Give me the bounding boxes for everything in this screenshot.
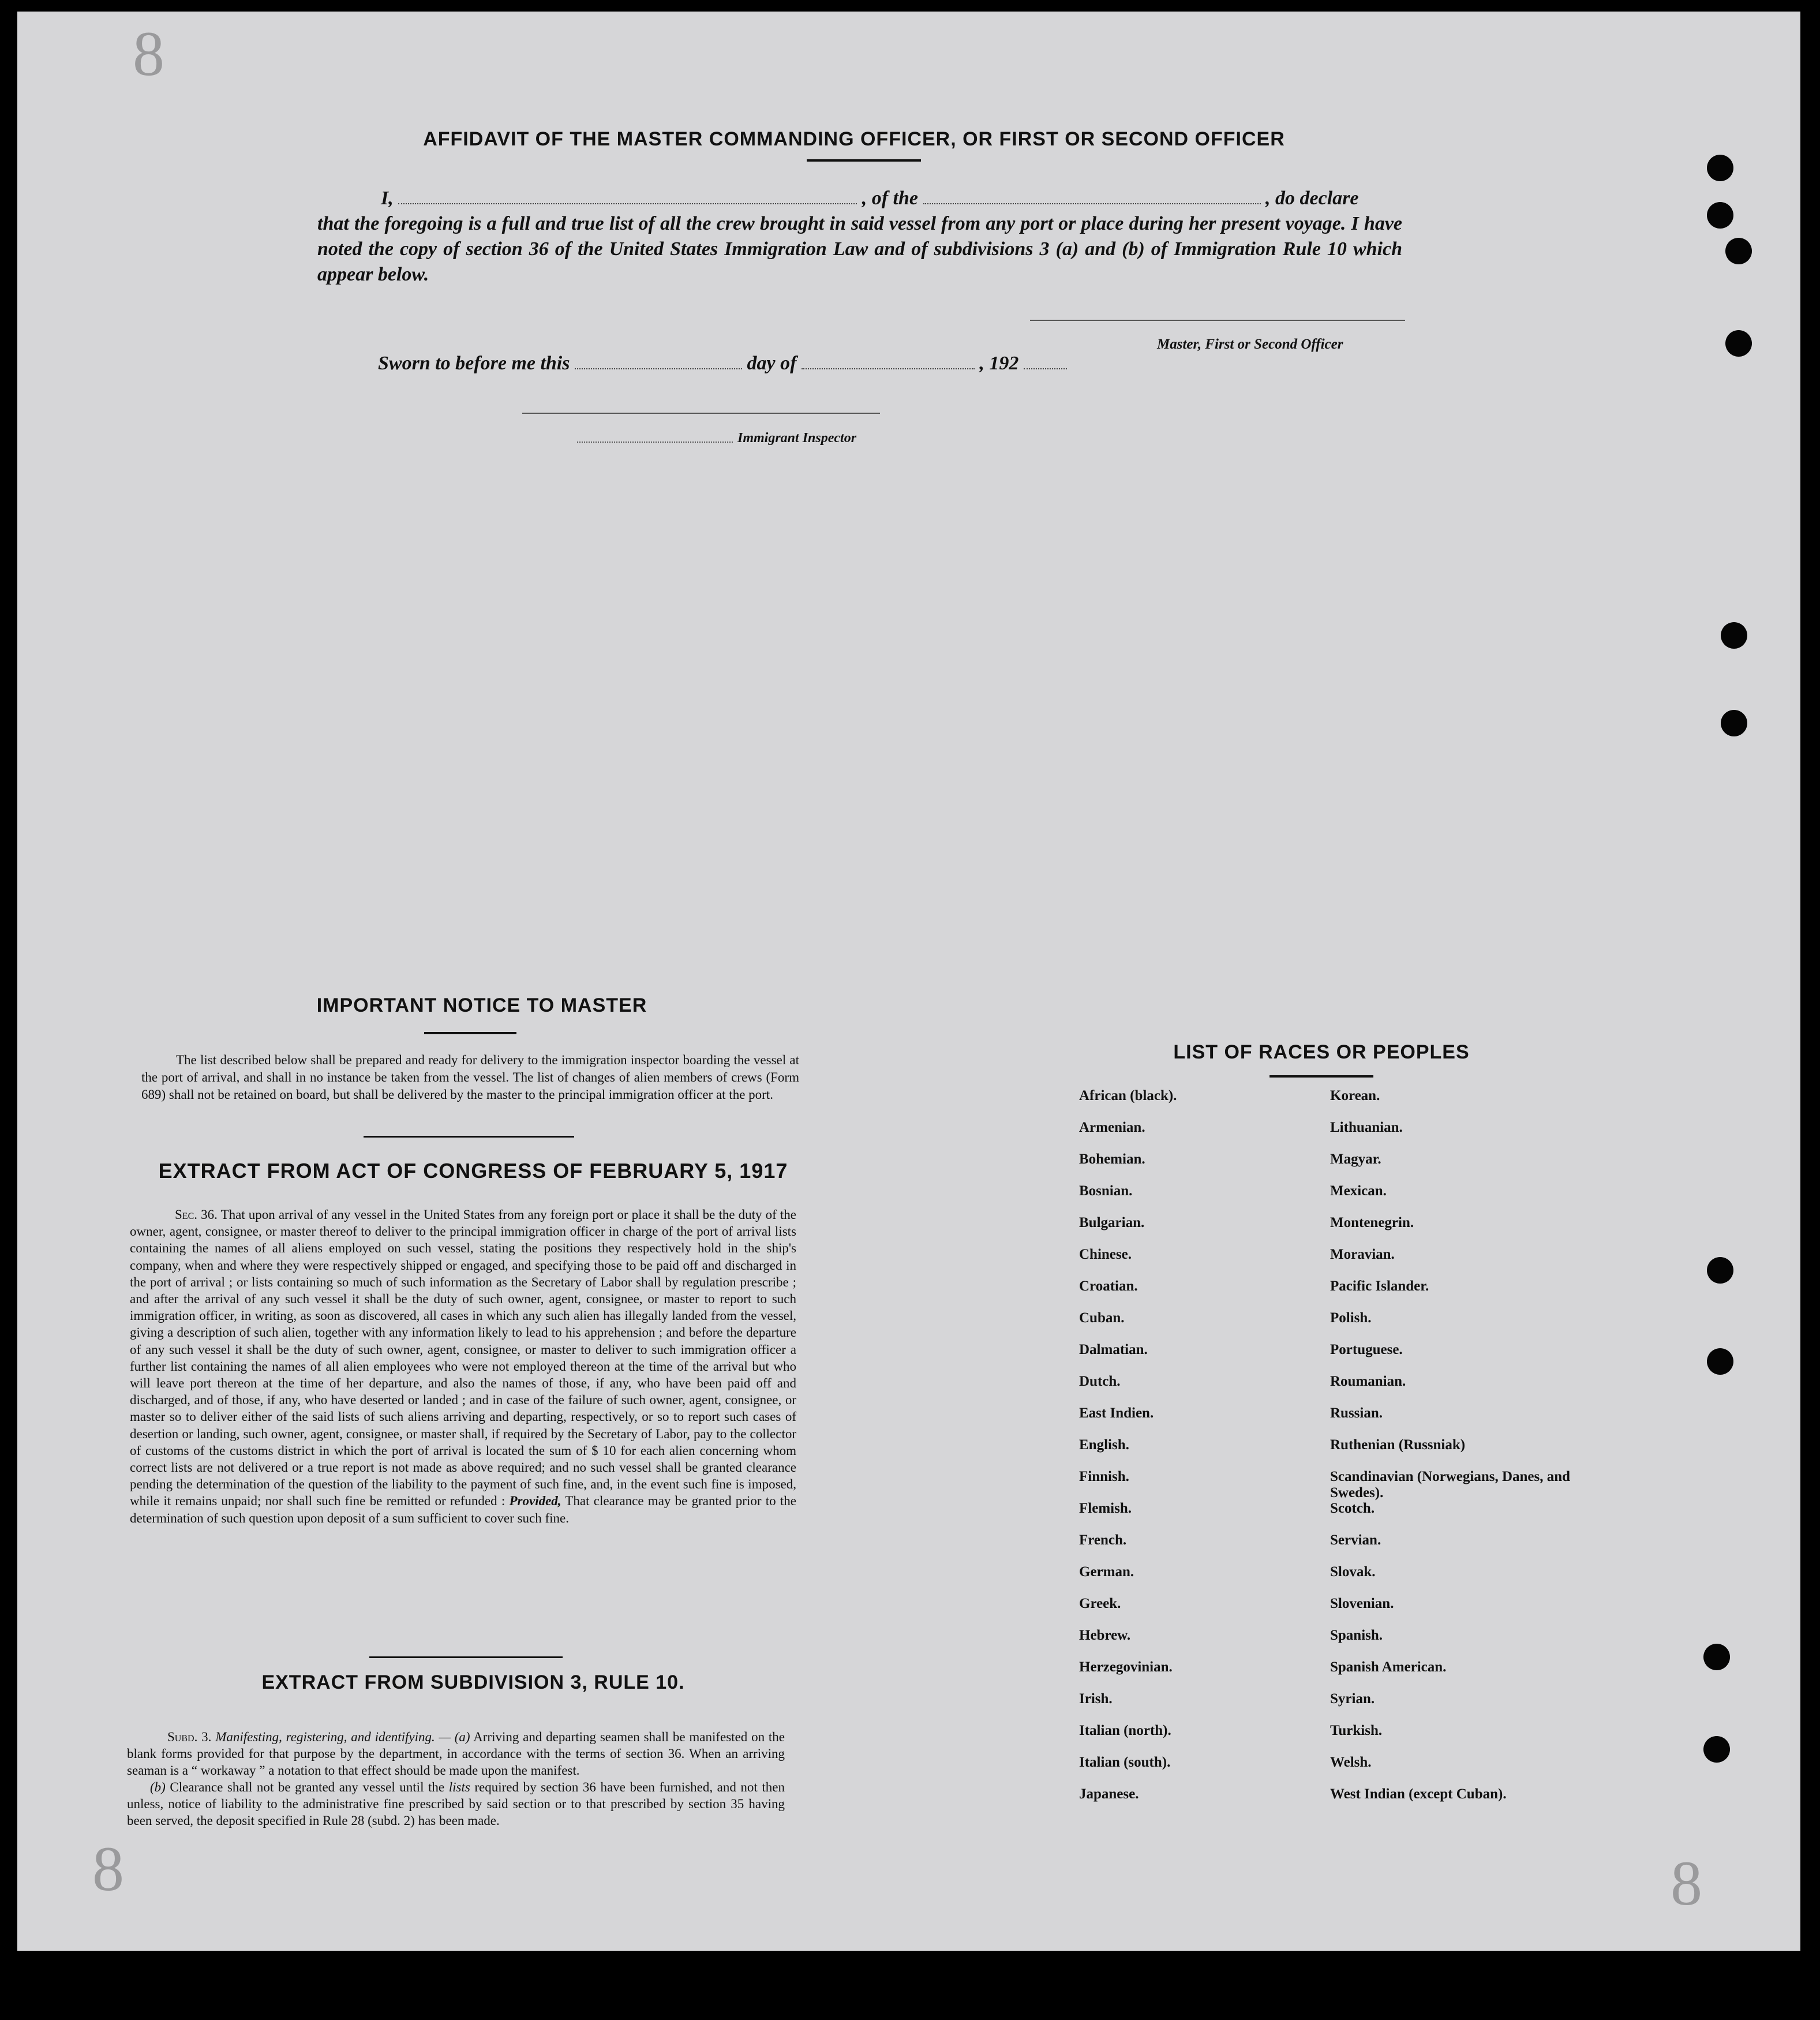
- section-text: That upon arrival of any vessel in the United States from any foreign port or place it shall be the duty of the owner, agent, consignee, or master thereof to deliver to the principal immigration officer in charge of the port of arrival lists containing the names of all aliens employed on such vessel, stating the positions they respectively hold in the ship's company, when and where they were respectively shipped or engaged, and specifying those to be paid off and discharged in the port of arrival ; or lists containing so much of such information as the Secretary of Labor shall by regulation prescribe ; and after the arrival of any such vessel it shall be the duty of such owner, agent, consignee, or master to report to such immigration officer, in writing, as soon as discovered, all cases in which any such alien has illegally landed from the vessel, giving a description of such alien, together with any information likely to lead to his apprehension ; and before the departure of any such vessel it shall be the duty of such owner, agent, consignee, or master to deliver to such immigration officer a further list containing the names of all alien employees who were not employed thereon at the time of the arrival but who will leave port thereon at the time of her departure, and also the names of those, if any, who have been paid off and discharged, and of those, if any, who have deserted or landed ; and in case of the failure of such owner, agent, consignee, or master so to deliver either of the said lists of such aliens arriving and departing, respectively, or so to report such cases of desertion or landing, such owner, agent, consignee, or master shall, if required by the Secretary of Labor, pay to the collector of customs of the customs district in which the port of arrival is located the sum of $ 10 for each alien concerning whom correct lists are not delivered or a true report is not made as above required; and no such vessel shall be granted clearance pending the determination of the question of the liability to the payment of such fine, and, in the event such fine is imposed, while it remains unpaid; nor shall such fine be remitted or refunded :: [130, 1207, 796, 1509]
- sworn-label: Sworn to before me this: [378, 353, 570, 374]
- binder-hole: [1721, 622, 1747, 649]
- race-item: Roumanian.: [1330, 1374, 1406, 1389]
- affidavit-paragraph: that the foregoing is a full and true list of all the crew brought in said vessel from any port or place during her present voyage. I have noted the copy of section 36 of the United States Immigration Law and of subdivisions 3 (a) and (b) of Immigration Rule 10 which appear below.: [317, 213, 1402, 285]
- notice-text: The list described below shall be prepared and ready for delivery to the immigration inspector boarding the vessel at the port of arrival, and shall in no instance be taken from the vessel. The list of changes of alien members of crews (Form 689) shall not be retained on board, but shall be delivered by the master to the principal immigration officer at the port.: [141, 1053, 799, 1102]
- binder-hole: [1707, 202, 1733, 229]
- race-item: Hebrew.: [1079, 1628, 1131, 1643]
- race-item: African (black).: [1079, 1088, 1177, 1103]
- affidavit-body: [317, 186, 1402, 287]
- race-item: Servian.: [1330, 1532, 1381, 1548]
- affidavit-title: AFFIDAVIT OF THE MASTER COMMANDING OFFICER, OR FIRST OR SECOND OFFICER: [423, 128, 1285, 150]
- races-list-right: [1330, 1088, 1572, 1818]
- race-item: Lithuanian.: [1330, 1120, 1403, 1135]
- race-item: Chinese.: [1079, 1247, 1132, 1262]
- divider: [369, 1656, 563, 1658]
- race-item: Montenegrin.: [1330, 1215, 1414, 1230]
- affidavit-of-the-label: , of the: [862, 188, 919, 209]
- race-item: Mexican.: [1330, 1183, 1387, 1199]
- rule-paragraph-a: [127, 1729, 785, 1779]
- race-item: Bulgarian.: [1079, 1215, 1145, 1230]
- page-number-mark-bottom-right: 8: [1671, 1848, 1702, 1918]
- sworn-statement: [378, 352, 1067, 375]
- extract-act-title: EXTRACT FROM ACT OF CONGRESS OF FEBRUARY 5, 1917: [158, 1159, 788, 1183]
- race-item: Slovak.: [1330, 1564, 1376, 1580]
- race-item: Portuguese.: [1330, 1342, 1403, 1357]
- race-item: Finnish.: [1079, 1469, 1129, 1484]
- race-item: Greek.: [1079, 1596, 1121, 1611]
- binder-hole: [1703, 1644, 1730, 1670]
- race-item: Croatian.: [1079, 1278, 1138, 1294]
- subd-label: Subd. 3.: [167, 1730, 212, 1744]
- sworn-month-field[interactable]: [802, 352, 975, 369]
- binder-hole: [1721, 710, 1747, 736]
- race-item: Spanish.: [1330, 1628, 1383, 1643]
- day-of-label: day of: [747, 353, 797, 374]
- vessel-name-field[interactable]: [923, 187, 1261, 204]
- race-item: Slovenian.: [1330, 1596, 1394, 1611]
- binder-hole: [1703, 1736, 1730, 1763]
- binder-hole: [1707, 1348, 1733, 1375]
- race-item: Cuban.: [1079, 1310, 1125, 1326]
- race-item: West Indian (except Cuban).: [1330, 1786, 1507, 1802]
- race-item: English.: [1079, 1437, 1129, 1453]
- race-item: Russian.: [1330, 1405, 1383, 1421]
- race-item: Dalmatian.: [1079, 1342, 1148, 1357]
- race-item: Moravian.: [1330, 1247, 1395, 1262]
- binder-hole: [1707, 1257, 1733, 1284]
- affidavit-declare-label: , do declare: [1265, 188, 1359, 209]
- race-item: East Indien.: [1079, 1405, 1154, 1421]
- race-item: Polish.: [1330, 1310, 1372, 1326]
- extract-rule-title: EXTRACT FROM SUBDIVISION 3, RULE 10.: [261, 1671, 685, 1693]
- rule-text-a: Arriving and departing seamen shall be manifested on the blank forms provided for that purpose by the department, in accordance with the terms of section 36. When an arriving seaman is a “ workaway ” a notation to that effect should be made upon the manifest.: [127, 1730, 785, 1778]
- inspector-label: Immigrant Inspector: [737, 431, 857, 446]
- race-item: Magyar.: [1330, 1151, 1381, 1167]
- race-item: German.: [1079, 1564, 1134, 1580]
- extract-act-body: [130, 1206, 796, 1527]
- divider: [1269, 1075, 1373, 1078]
- inspector-signature-line[interactable]: [522, 413, 880, 414]
- rule-paragraph-b: [127, 1779, 785, 1829]
- divider: [364, 1136, 574, 1138]
- notice-title: IMPORTANT NOTICE TO MASTER: [316, 994, 647, 1016]
- extract-rule-body: [127, 1729, 785, 1829]
- section-text-end: That clearance may be granted prior to the determination of such question upon deposit of a sum sufficient to cover such fine.: [130, 1494, 796, 1525]
- race-item: Welsh.: [1330, 1755, 1372, 1770]
- race-item: Italian (north).: [1079, 1723, 1171, 1738]
- master-signature-label: Master, First or Second Officer: [1157, 336, 1343, 352]
- race-item: Armenian.: [1079, 1120, 1145, 1135]
- year-prefix-label: , 192: [979, 353, 1019, 374]
- race-item: Korean.: [1330, 1088, 1380, 1103]
- page-number-mark-top-left: 8: [133, 18, 164, 89]
- binder-hole: [1707, 155, 1733, 181]
- races-list-left: [1079, 1088, 1350, 1818]
- race-item: Italian (south).: [1079, 1755, 1171, 1770]
- officer-name-field[interactable]: [398, 187, 857, 204]
- race-item: Scandinavian (Norwegians, Danes, and Swedes).: [1330, 1469, 1571, 1501]
- race-item: Japanese.: [1079, 1786, 1139, 1802]
- race-item: Syrian.: [1330, 1691, 1375, 1707]
- para-b-label: (b): [150, 1780, 166, 1794]
- section-label: Sec. 36.: [175, 1207, 218, 1222]
- race-item: Scotch.: [1330, 1501, 1375, 1516]
- race-item: Irish.: [1079, 1691, 1113, 1707]
- master-signature-line[interactable]: [1030, 320, 1405, 321]
- page-number-mark-bottom-left: 8: [92, 1834, 124, 1904]
- race-item: Ruthenian (Russniak): [1330, 1437, 1466, 1453]
- sworn-day-field[interactable]: [575, 352, 742, 369]
- race-item: Spanish American.: [1330, 1659, 1447, 1675]
- affidavit-first-line: [317, 186, 1402, 211]
- rule-text-b-1: Clearance shall not be granted any vessel until the: [170, 1780, 445, 1794]
- binder-hole: [1725, 238, 1752, 264]
- races-title: LIST OF RACES OR PEOPLES: [1173, 1041, 1470, 1063]
- provided-label: Provided,: [509, 1494, 561, 1509]
- race-item: Turkish.: [1330, 1723, 1383, 1738]
- race-item: Pacific Islander.: [1330, 1278, 1429, 1294]
- subd-heading: Manifesting, registering, and identifying. — (a): [215, 1730, 470, 1744]
- binder-hole: [1725, 330, 1752, 357]
- race-item: Bohemian.: [1079, 1151, 1145, 1167]
- race-item: Bosnian.: [1079, 1183, 1133, 1199]
- race-item: French.: [1079, 1532, 1127, 1548]
- divider: [807, 159, 921, 162]
- divider: [424, 1032, 516, 1034]
- rule-text-b-lists: lists: [448, 1780, 470, 1794]
- affidavit-i-label: I,: [381, 188, 394, 209]
- notice-body: [141, 1052, 799, 1103]
- inspector-signature-line-2[interactable]: [577, 442, 733, 443]
- race-item: Herzegovinian.: [1079, 1659, 1173, 1675]
- race-item: Flemish.: [1079, 1501, 1132, 1516]
- rule-text-b-2: required by section 36 have been furnished, and not then unless, notice of liability to the administrative fine prescribed by said section or to that prescribed by section 35 having been served, the deposit specified in Rule 28 (subd. 2) has been made.: [127, 1780, 785, 1828]
- race-item: Dutch.: [1079, 1374, 1121, 1389]
- sworn-year-field[interactable]: [1024, 352, 1067, 369]
